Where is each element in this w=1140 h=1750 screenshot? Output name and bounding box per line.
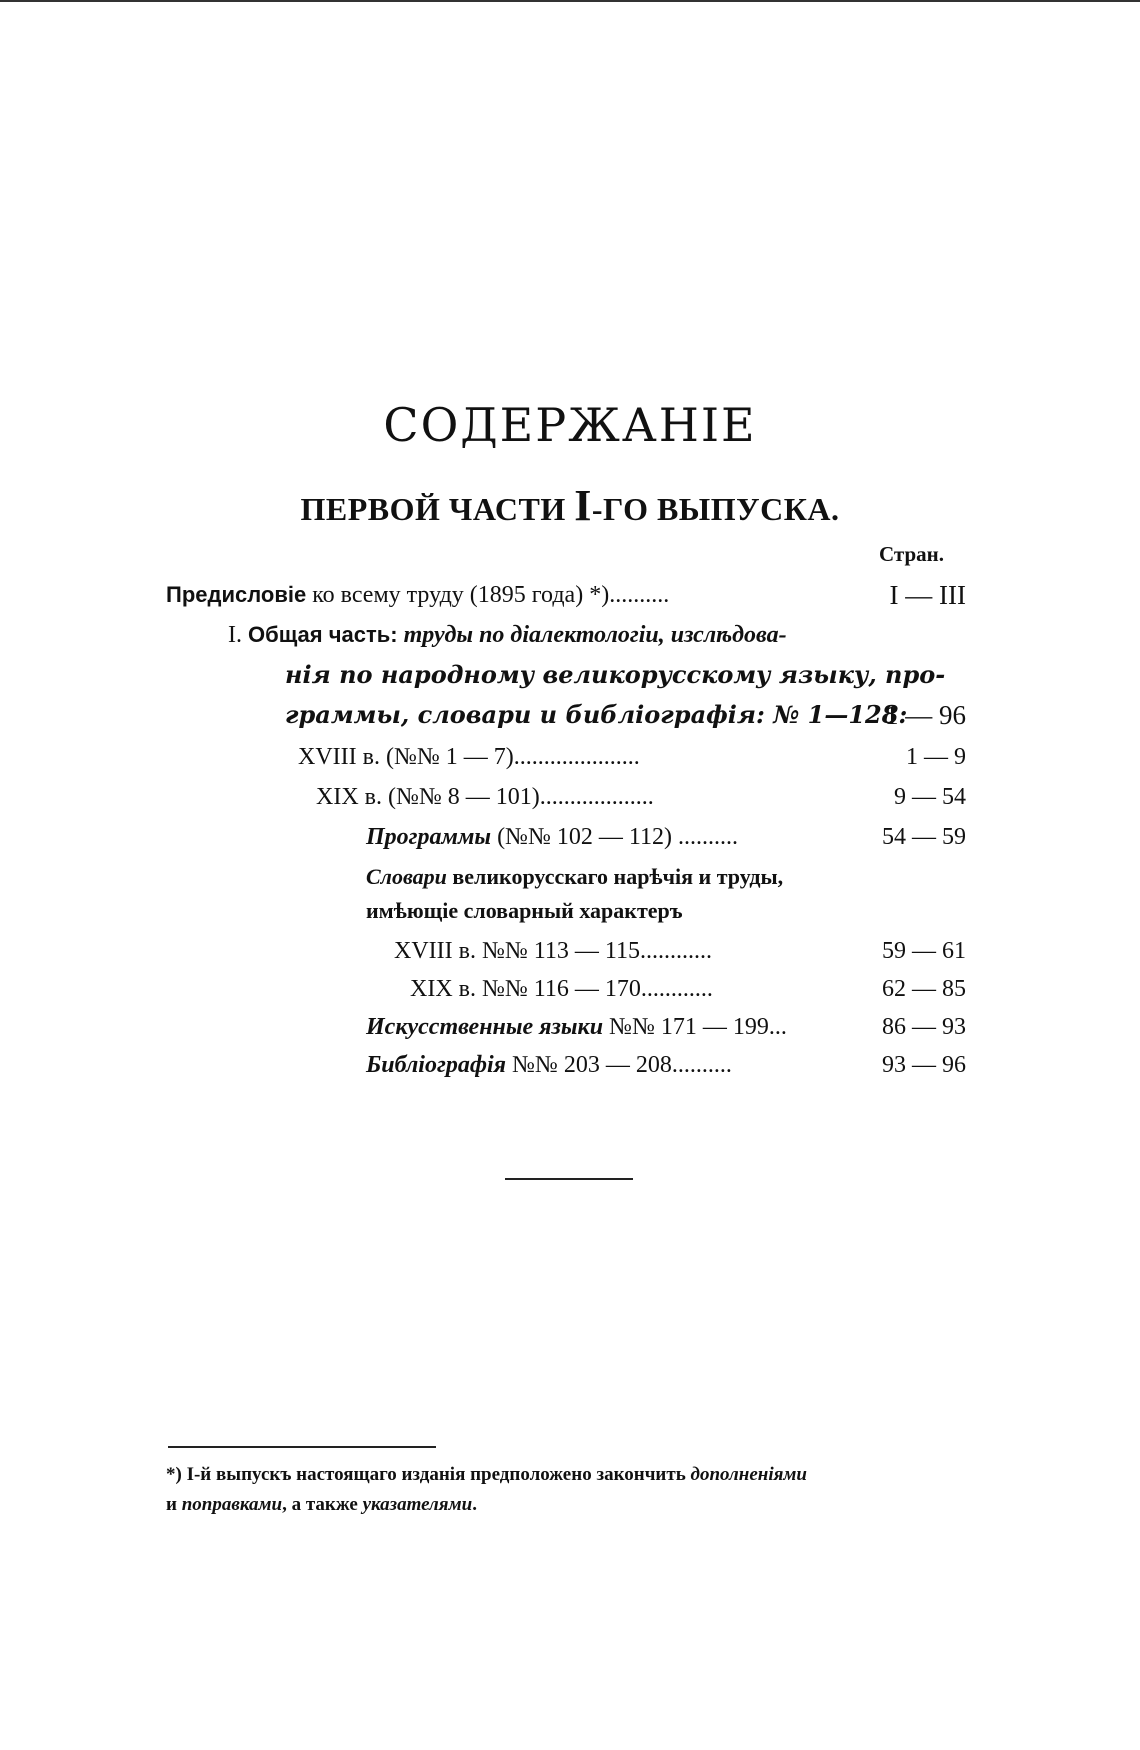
toc-general-label: Общая часть: <box>248 622 398 647</box>
subtitle-part-2: -ГО ВЫПУСКА. <box>591 491 840 527</box>
toc-general-pages: 1 — 96 <box>885 700 966 730</box>
toc-bibliography-text: №№ 203 — 208.......... <box>506 1052 732 1078</box>
subtitle-part-1: ПЕРВОЙ ЧАСТИ <box>300 491 575 527</box>
footnote <box>166 1460 966 1520</box>
toc-c18-pages: 1 — 9 <box>906 744 966 770</box>
toc-preface-pages: I — III <box>889 580 966 610</box>
toc-entry-dictionaries-xviii <box>394 934 966 968</box>
top-border-rule <box>0 0 1140 2</box>
toc-c19-pages: 9 — 54 <box>894 784 966 810</box>
subtitle-roman-numeral: I <box>574 481 592 530</box>
footnote-text-3: , а также <box>282 1494 363 1515</box>
toc-entry-bibliography <box>366 1048 966 1082</box>
toc-entry-preface <box>166 578 966 612</box>
section-divider-rule <box>505 1178 633 1180</box>
toc-general-line1: труды по діалектологіи, изслѣдова- <box>397 622 787 648</box>
toc-entry-general-line-1 <box>228 618 878 652</box>
toc-bibliography-label: Библіографія <box>366 1052 507 1078</box>
toc-entry-dictionaries-line-2 <box>366 894 926 928</box>
footnote-text-2: и <box>166 1494 182 1515</box>
toc-preface-text: ко всему труду (1895 года) *).......... <box>306 582 670 608</box>
toc-dictionaries-label: Словари <box>366 864 447 889</box>
toc-dict19-text: XIX в. №№ 116 — 170............ <box>410 976 713 1002</box>
toc-general-line3: граммы, словари и библіографія: № 1—128: <box>285 700 908 729</box>
footnote-text-1: *) I-й выпускъ настоящаго изданія предположено закончить <box>166 1464 691 1485</box>
toc-dictionaries-line1: великорусскаго нарѣчія и труды, <box>446 864 784 889</box>
toc-programs-pages: 54 — 59 <box>882 824 966 850</box>
page-title: СОДЕРЖАНІЕ <box>383 398 757 452</box>
footnote-text-4: . <box>472 1494 477 1515</box>
toc-c19-text: XIX в. (№№ 8 — 101)................... <box>316 784 654 810</box>
toc-entry-xviii-century <box>298 740 966 774</box>
toc-entry-artificial-languages <box>366 1010 966 1044</box>
toc-entry-programs <box>366 820 966 854</box>
toc-entry-dictionaries-line-1 <box>366 860 926 894</box>
footnote-rule <box>168 1446 436 1448</box>
toc-entry-dictionaries-xix <box>410 972 966 1006</box>
toc-entry-general-line-2 <box>285 658 946 692</box>
page-subtitle <box>0 480 1140 531</box>
toc-artificial-label: Искусственные языки <box>366 1014 604 1040</box>
toc-entry-xix-century <box>316 780 966 814</box>
toc-c18-text: XVIII в. (№№ 1 — 7)..................... <box>298 744 640 770</box>
toc-dict18-pages: 59 — 61 <box>882 938 966 964</box>
footnote-italic-3: указателями <box>362 1494 473 1515</box>
pages-column-header: Стран. <box>879 542 944 566</box>
toc-dictionaries-line2: имѣющіе словарный характеръ <box>366 898 683 923</box>
toc-general-number: I. <box>228 622 248 648</box>
footnote-italic-2: поправками <box>181 1494 283 1515</box>
toc-programs-text: (№№ 102 — 112) .......... <box>491 824 738 850</box>
toc-dict18-text: XVIII в. №№ 113 — 115............ <box>394 938 712 964</box>
toc-entry-general-line-3 <box>285 698 966 732</box>
toc-preface-label: Предисловіе <box>166 582 307 607</box>
toc-general-line2: нія по народному великорусскому языку, про- <box>285 660 946 689</box>
toc-bibliography-pages: 93 — 96 <box>882 1052 966 1078</box>
toc-artificial-pages: 86 — 93 <box>882 1014 966 1040</box>
toc-artificial-text: №№ 171 — 199... <box>603 1014 787 1040</box>
footnote-italic-1: дополненіями <box>690 1464 807 1485</box>
toc-dict19-pages: 62 — 85 <box>882 976 966 1002</box>
toc-programs-label: Программы <box>366 824 492 850</box>
